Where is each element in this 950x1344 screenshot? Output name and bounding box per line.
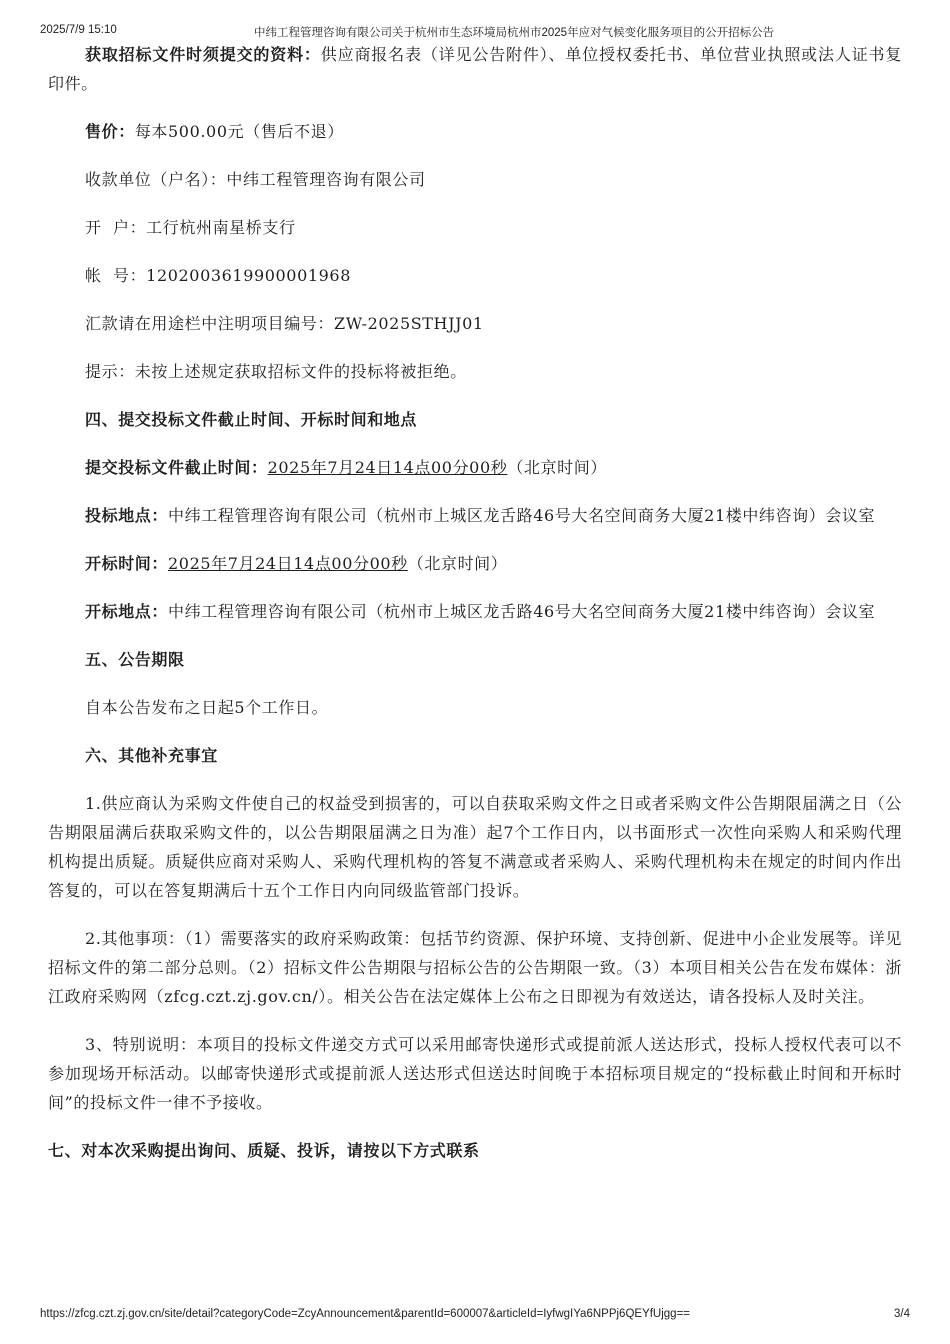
- payee-paragraph: 收款单位（户名）：中纬工程管理咨询有限公司: [85, 170, 426, 189]
- open-time-suffix: （北京时间）: [407, 554, 508, 573]
- open-place-paragraph: [48, 597, 902, 626]
- print-doc-title: 中纬工程管理咨询有限公司关于杭州市生态环境局杭州市2025年应对气候变化服务项目的公开招标公告: [254, 27, 775, 39]
- deadline-value: 2025年7月24日14点00分00秒: [267, 458, 508, 477]
- section6-paragraph-2: 2.其他事项：（1）需要落实的政府采购政策：包括节约资源、保护环境、支持创新、促进中小企业发展等。详见招标文件的第二部分总则。（2）招标文件公告期限与招标公告的公告期限一致。（3）本项目相关公告在发布媒体：浙江政府采购网（zfcg.czt.zj.gov.cn/）。相关公告在法定媒体上公布之日即视为有效送达，请各投标人及时关注。: [48, 929, 902, 1006]
- open-time-label: 开标时间：: [85, 554, 169, 573]
- open-place-text: 中纬工程管理咨询有限公司（杭州市上城区龙舌路46号大名空间商务大厦21楼中纬咨询）会议室: [168, 602, 876, 621]
- section6-paragraph-3: 3、特别说明：本项目的投标文件递交方式可以采用邮寄快递形式或提前派人送达形式，投标人授权代表可以不参加现场开标活动。以邮寄快递形式或提前派人送达形式但送达时间晚于本招标项目规定的“投标截止时间和开标时间”的投标文件一律不予接收。: [48, 1035, 902, 1112]
- account-paragraph: 帐 号：1202003619900001968: [85, 266, 351, 285]
- deadline-paragraph: [48, 453, 902, 482]
- page-url: https://zfcg.czt.zj.gov.cn/site/detail?categoryCode=ZcyAnnouncement&parentId=600007&articleId=IyfwgIYa6NPPj6QEYfUjgg==: [40, 1308, 691, 1320]
- bid-place-paragraph: [48, 501, 902, 530]
- print-datetime: 2025/7/9 15:10: [40, 24, 117, 36]
- hint-paragraph: 提示：未按上述规定获取招标文件的投标将被拒绝。: [85, 362, 467, 381]
- section6-heading: 六、其他补充事宜: [85, 746, 218, 765]
- section7-heading: 七、对本次采购提出询问、质疑、投诉，请按以下方式联系: [48, 1141, 480, 1160]
- bank-paragraph: 开 户：工行杭州南星桥支行: [85, 218, 296, 237]
- price-text: 每本500.00元（售后不退）: [134, 122, 344, 141]
- deadline-label: 提交投标文件截止时间：: [85, 458, 268, 477]
- deadline-suffix: （北京时间）: [507, 458, 607, 477]
- open-time-value: 2025年7月24日14点00分00秒: [168, 554, 408, 573]
- open-place-label: 开标地点：: [85, 602, 169, 621]
- price-label: 售价：: [85, 122, 135, 141]
- section4-heading: 四、提交投标文件截止时间、开标时间和地点: [85, 410, 418, 429]
- materials-label: 获取招标文件时须提交的资料：: [85, 45, 321, 64]
- document-body: [48, 40, 902, 1165]
- print-header: [0, 24, 950, 40]
- price-paragraph: [48, 117, 902, 146]
- remit-note-paragraph: 汇款请在用途栏中注明项目编号：ZW-2025STHJJ01: [85, 314, 484, 333]
- section5-text: 自本公告发布之日起5个工作日。: [85, 698, 329, 717]
- materials-text: 供应商报名表（详见公告附件）、单位授权委托书、单位营业执照或法人证书复印件。: [48, 45, 902, 93]
- section5-heading: 五、公告期限: [85, 650, 185, 669]
- bid-place-label: 投标地点：: [85, 506, 169, 525]
- bid-place-text: 中纬工程管理咨询有限公司（杭州市上城区龙舌路46号大名空间商务大厦21楼中纬咨询）会议室: [168, 506, 876, 525]
- open-time-paragraph: [48, 549, 902, 578]
- section6-paragraph-1: 1.供应商认为采购文件使自己的权益受到损害的，可以自获取采购文件之日或者采购文件公告期限届满之日（公告期限届满后获取采购文件的，以公告期限届满之日为准）起7个工作日内，以书面形式一次性向采购人和采购代理机构提出质疑。质疑供应商对采购人、采购代理机构的答复不满意或者采购人、采购代理机构未在规定的时间内作出答复的，可以在答复期满后十五个工作日内向同级监管部门投诉。: [48, 794, 902, 900]
- page-number: 3/4: [894, 1308, 910, 1320]
- print-footer: [0, 1308, 950, 1324]
- materials-paragraph: [48, 40, 902, 98]
